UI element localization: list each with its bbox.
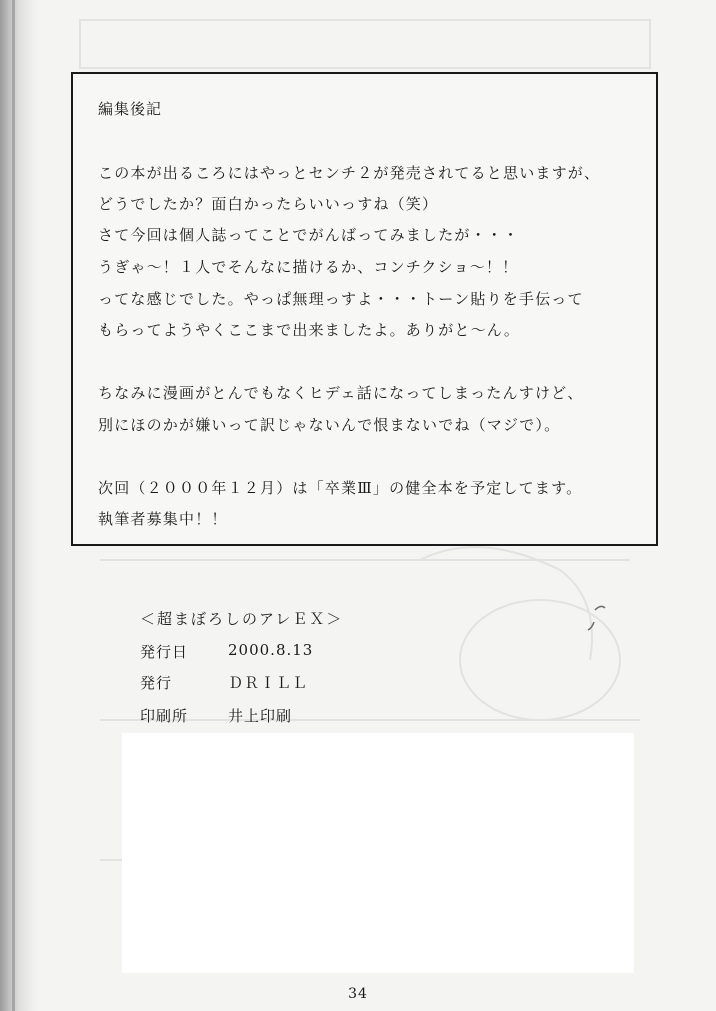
colophon-value: 井上印刷 <box>228 707 293 725</box>
binding-shadow <box>0 0 40 1011</box>
afterword-line: もらってようやくここまで出来ましたよ。ありがと〜ん。 <box>98 321 521 339</box>
page-number: 34 <box>348 986 368 1002</box>
colophon-label: 印刷所 <box>140 707 189 725</box>
colophon-title: ＜超まぼろしのアレＥＸ＞ <box>140 610 344 628</box>
colophon-value: ＤＲＩＬＬ <box>228 674 309 692</box>
binding-edge <box>12 0 15 1011</box>
afterword-title: 編集後記 <box>98 100 163 118</box>
afterword-line: 別にほのかが嫌いって訳じゃないんで恨まないでね（マジで）。 <box>98 416 561 434</box>
colophon-value: 2000.8.13 <box>228 641 314 659</box>
afterword-line: 次回（２０００年１２月）は「卒業Ⅲ」の健全本を予定してます。 <box>98 479 583 497</box>
redacted-area <box>122 733 634 973</box>
colophon-label: 発行日 <box>140 643 189 661</box>
colophon-label: 発行 <box>140 674 173 692</box>
afterword-box <box>71 72 658 546</box>
afterword-line: ちなみに漫画がとんでもなくヒデェ話になってしまったんすけど、 <box>98 384 584 402</box>
afterword-line: どうでしたか？面白かったらいいっすね（笑） <box>98 195 439 213</box>
afterword-line: ってな感じでした。やっぱ無理っすよ・・・トーン貼りを手伝って <box>98 290 584 308</box>
afterword-line: うぎゃ〜！１人でそんなに描けるか、コンチクショ〜！！ <box>98 258 519 276</box>
afterword-line: 執筆者募集中！！ <box>98 510 228 528</box>
afterword-line: この本が出るころにはやっとセンチ２が発売されてると思いますが、 <box>98 164 601 182</box>
afterword-line: さて今回は個人誌ってことでがんばってみましたが・・・ <box>98 226 520 244</box>
